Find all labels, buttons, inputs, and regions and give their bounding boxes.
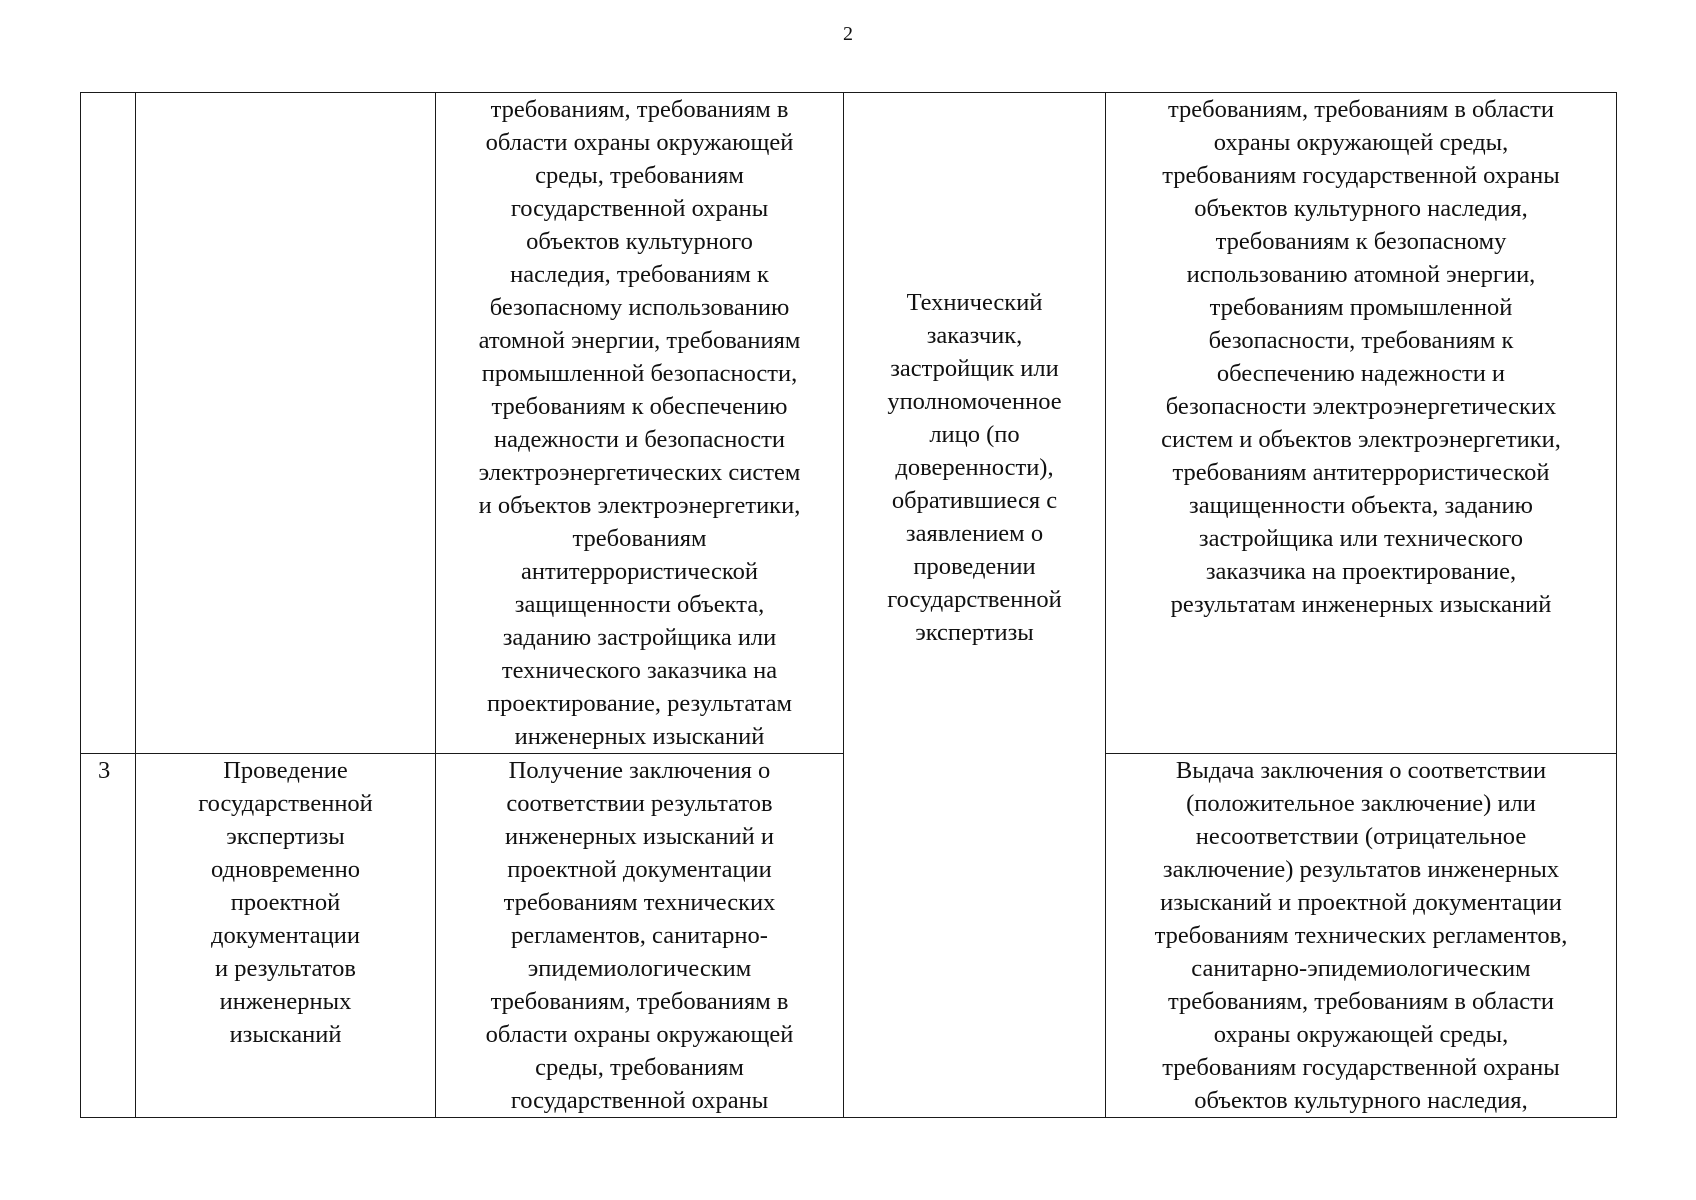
action-cell: Получение заключения о соответствии результатов инженерных изысканий и проектной документации требованиям технических регламентов, санитарно- эпидемиологическим требованиям, требованиям в области охраны окружающей среды, требованиям государственной охраны [436,754,844,1118]
action-cell: требованиям, требованиям в области охраны окружающей среды, требованиям государственной охраны объектов культурного наследия, требованиям к безопасному использованию атомной энергии, требованиям промышленной безопасности, требованиям к обеспечению надежности и безопасности электроэнергетических систем и объектов электроэнергетики, требованиям антитеррористической защищенности объекта, заданию застройщика или технического заказчика на проектирование, результатам инженерных изысканий [436,93,844,754]
row-number-cell [81,93,136,754]
result-cell: Выдача заключения о соответствии (положительное заключение) или несоответствии (отрицательное заключение) результатов инженерных изысканий и проектной документации требованиям технических регламентов, санитарно-эпидемиологическим требованиям, требованиям в области охраны окружающей среды, требованиям государственной охраны объектов культурного наследия, [1106,754,1617,1118]
page-number: 2 [843,23,853,45]
result-cell: требованиям, требованиям в области охраны окружающей среды, требованиям государственной охраны объектов культурного наследия, требованиям к безопасному использованию атомной энергии, требованиям промышленной безопасности, требованиям к обеспечению надежности и безопасности электроэнергетических систем и объектов электроэнергетики, требованиям антитеррористической защищенности объекта, заданию застройщика или технического заказчика на проектирование, результатам инженерных изысканий [1106,93,1617,754]
table-row [81,93,1617,754]
procedure-table [80,92,1617,1118]
stage-cell: Проведение государственной экспертизы одновременно проектной документации и результатов инженерных изысканий [136,754,436,1118]
row-number-cell: 3 [81,754,136,1118]
participant-cell: Технический заказчик, застройщик или уполномоченное лицо (по доверенности), обратившиеся с заявлением о проведении государственной экспертизы [844,93,1106,1118]
stage-cell [136,93,436,754]
